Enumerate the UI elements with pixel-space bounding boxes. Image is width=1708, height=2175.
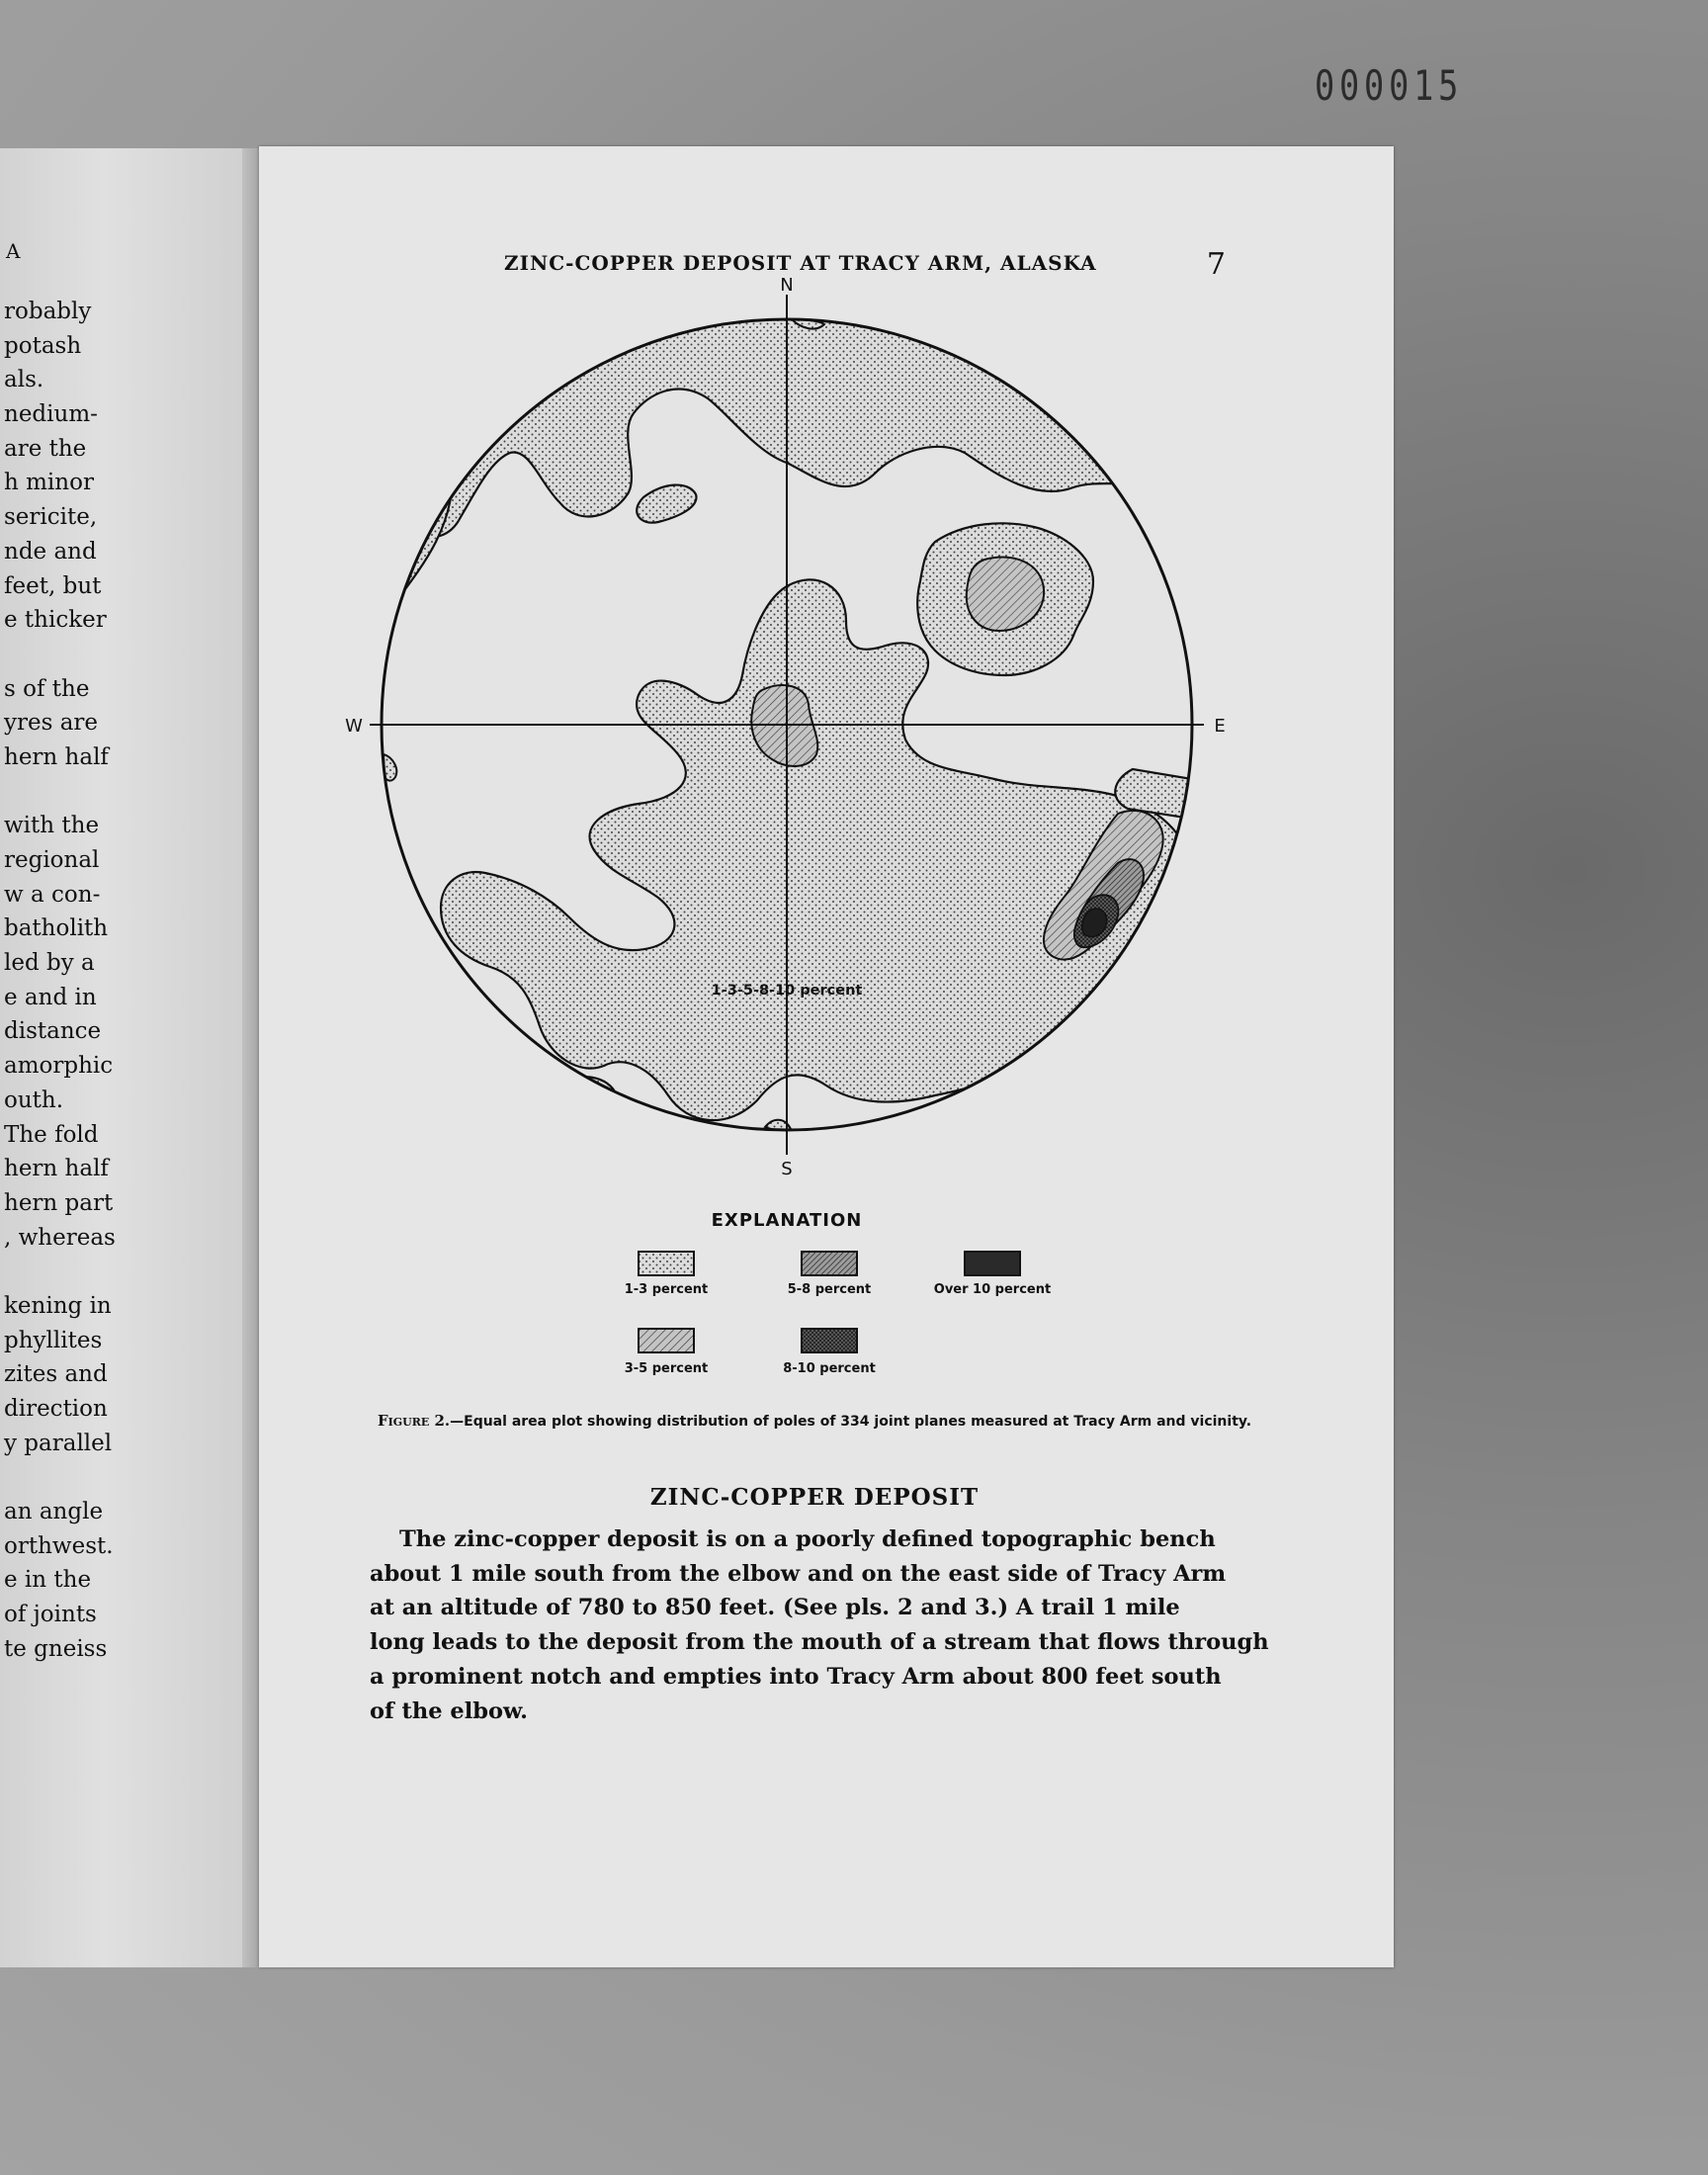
left-page-line: zites and: [4, 1361, 108, 1388]
legend-label-5-8: 5-8 percent: [787, 1282, 872, 1297]
explanation-title: EXPLANATION: [711, 1210, 863, 1231]
figure-caption-lead: Figure 2.: [377, 1412, 451, 1430]
left-page-line: regional: [4, 847, 100, 873]
paragraph-line: at an altitude of 780 to 850 feet. (See pls. 2 and 3.) A trail 1 mile: [370, 1595, 1180, 1621]
paragraph-line: of the elbow.: [370, 1697, 528, 1724]
legend-swatch-3-5: [639, 1329, 694, 1352]
compass-north-label: N: [780, 275, 794, 296]
left-page-line: h minor: [4, 470, 94, 496]
legend-item-5-8: [788, 1252, 872, 1297]
left-page-line: als.: [4, 367, 44, 393]
figure-caption: [370, 1410, 1259, 1433]
left-page-line: nedium-: [4, 401, 98, 428]
running-head: [504, 247, 1255, 283]
left-page-line: hern part: [4, 1189, 114, 1216]
left-page-line: te gneiss: [4, 1635, 108, 1662]
stereonet-figure: [345, 275, 1291, 1392]
left-page-line: sericite,: [4, 504, 98, 531]
left-page-line: yres are: [4, 710, 99, 737]
left-page-line: direction: [4, 1396, 108, 1422]
left-page-line: hern half: [4, 743, 109, 770]
left-page-line: with the: [4, 813, 100, 839]
legend-swatch-1-3: [639, 1252, 694, 1275]
compass-west-label: W: [345, 716, 363, 737]
left-page-line: batholith: [4, 915, 109, 942]
legend-label-over-10: Over 10 percent: [933, 1282, 1052, 1297]
figure-caption-text: —Equal area plot showing distribution of poles of 334 joint planes measured at Tracy Arm and vicinity.: [450, 1414, 1252, 1430]
left-page-line: e thicker: [4, 607, 107, 634]
left-page-line: y parallel: [4, 1430, 113, 1456]
left-page-line: s of the: [4, 675, 90, 702]
legend-item-8-10: [783, 1329, 876, 1376]
paragraph-line: about 1 mile south from the elbow and on the east side of Tracy Arm: [370, 1560, 1227, 1587]
contour-interval-label: 1-3-5-8-10 percent: [711, 983, 863, 999]
left-page-line: an angle: [4, 1499, 104, 1525]
left-page-line: w a con-: [4, 881, 101, 908]
section-heading: ZINC-COPPER DEPOSIT: [649, 1484, 980, 1511]
left-page-heading: A: [6, 239, 21, 263]
left-page-line: amorphic: [4, 1053, 114, 1080]
left-page-line: e in the: [4, 1567, 92, 1594]
left-page-line: orthwest.: [4, 1532, 114, 1559]
left-page-line: e and in: [4, 984, 97, 1010]
left-page-line: of joints: [4, 1602, 97, 1628]
page-stamp-number: 000015: [1315, 61, 1464, 110]
left-page-line: The fold: [4, 1121, 99, 1148]
left-page-line: phyllites: [4, 1327, 103, 1353]
legend-item-3-5: [625, 1329, 709, 1376]
left-page-line: , whereas: [4, 1224, 116, 1251]
left-page-fragment: [0, 148, 259, 1967]
page-number: 7: [1206, 247, 1226, 282]
left-page-line: potash: [4, 332, 82, 359]
main-page: [259, 146, 1394, 1967]
running-title: ZINC-COPPER DEPOSIT AT TRACY ARM, ALASKA: [504, 251, 1097, 275]
legend-swatch-over-10: [965, 1252, 1020, 1275]
paragraph-line: The zinc-copper deposit is on a poorly defined topographic bench: [399, 1526, 1216, 1552]
left-page-line: kening in: [4, 1292, 112, 1319]
left-page-line: nde and: [4, 538, 97, 565]
legend-label-3-5: 3-5 percent: [624, 1361, 709, 1376]
legend-label-1-3: 1-3 percent: [624, 1282, 709, 1297]
left-page-line: hern half: [4, 1156, 109, 1182]
compass-south-label: S: [781, 1159, 793, 1179]
compass-east-label: E: [1214, 716, 1226, 737]
legend-label-8-10: 8-10 percent: [783, 1361, 876, 1376]
contour-3-5-sw: [564, 1087, 605, 1117]
left-page-line: robably: [4, 299, 92, 324]
left-page-line: distance: [4, 1018, 102, 1045]
legend-item-1-3: [625, 1252, 709, 1297]
left-page-line: led by a: [4, 950, 95, 977]
paragraph-line: a prominent notch and empties into Tracy Arm about 800 feet south: [370, 1663, 1222, 1690]
left-page-line: outh.: [4, 1087, 64, 1113]
left-page-line: feet, but: [4, 572, 102, 599]
legend-swatch-5-8: [802, 1252, 857, 1275]
legend-swatch-8-10: [802, 1329, 857, 1352]
contour-1-3-sw-lobe: [556, 1077, 618, 1125]
paragraph-line: long leads to the deposit from the mouth of a stream that flows through: [370, 1629, 1269, 1656]
legend-item-over-10: [934, 1252, 1051, 1297]
left-page-line: are the: [4, 435, 87, 462]
body-paragraph: [370, 1522, 1269, 1728]
